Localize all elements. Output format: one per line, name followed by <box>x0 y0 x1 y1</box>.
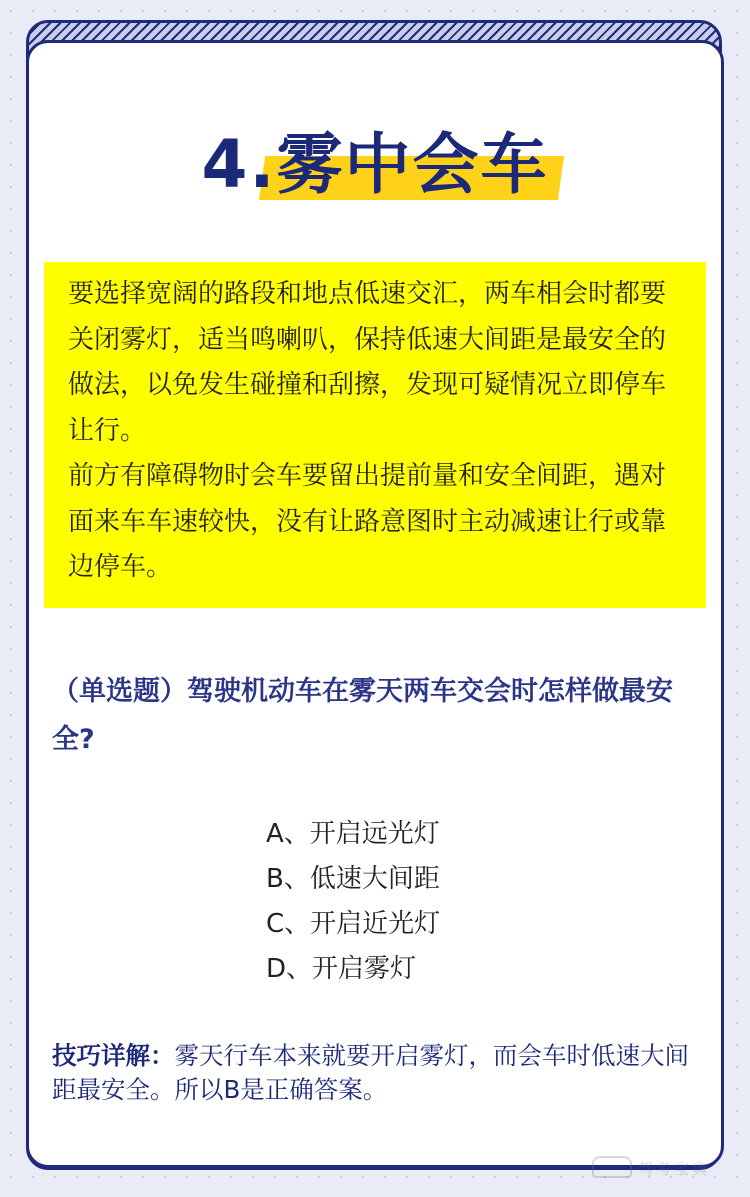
page-title <box>202 120 549 210</box>
tip-text: 雾天行车本来就要开启雾灯，而会车时低速大间距最安全。所以B是正确答案。 <box>52 1041 689 1104</box>
title-text: 雾中会车 <box>276 126 549 203</box>
option-b: B、低速大间距 <box>266 864 440 894</box>
option-d: D、开启雾灯 <box>266 954 417 984</box>
question-text: （单选题）驾驶机动车在雾天两车交会时怎样做最安全? <box>52 676 673 755</box>
intro-paragraph-2: 前方有障碍物时会车要留出提前量和安全间距，遇对面来车车速较快，没有让路意图时主动减速让行或靠边停车。 <box>68 461 667 582</box>
title-block <box>0 120 750 210</box>
intro-box <box>44 262 706 608</box>
option-a: A、开启远光灯 <box>266 819 440 849</box>
intro-paragraph-1: 要选择宽阔的路段和地点低速交汇，两车相会时都要关闭雾灯，适当鸣喇叭，保持低速大间距是最安全的做法，以免发生碰撞和刮擦，发现可疑情况立即停车让行。 <box>68 279 667 446</box>
option-c: C、开启近光灯 <box>266 909 441 939</box>
options-list <box>266 812 686 992</box>
tip-label: 技巧详解： <box>52 1041 175 1070</box>
watermark-text: 驾考宝典 <box>638 1160 711 1178</box>
watermark-logo <box>590 1150 740 1186</box>
title-number: 4. <box>201 126 277 203</box>
car-icon <box>592 1156 632 1178</box>
tip-block <box>52 1039 712 1107</box>
